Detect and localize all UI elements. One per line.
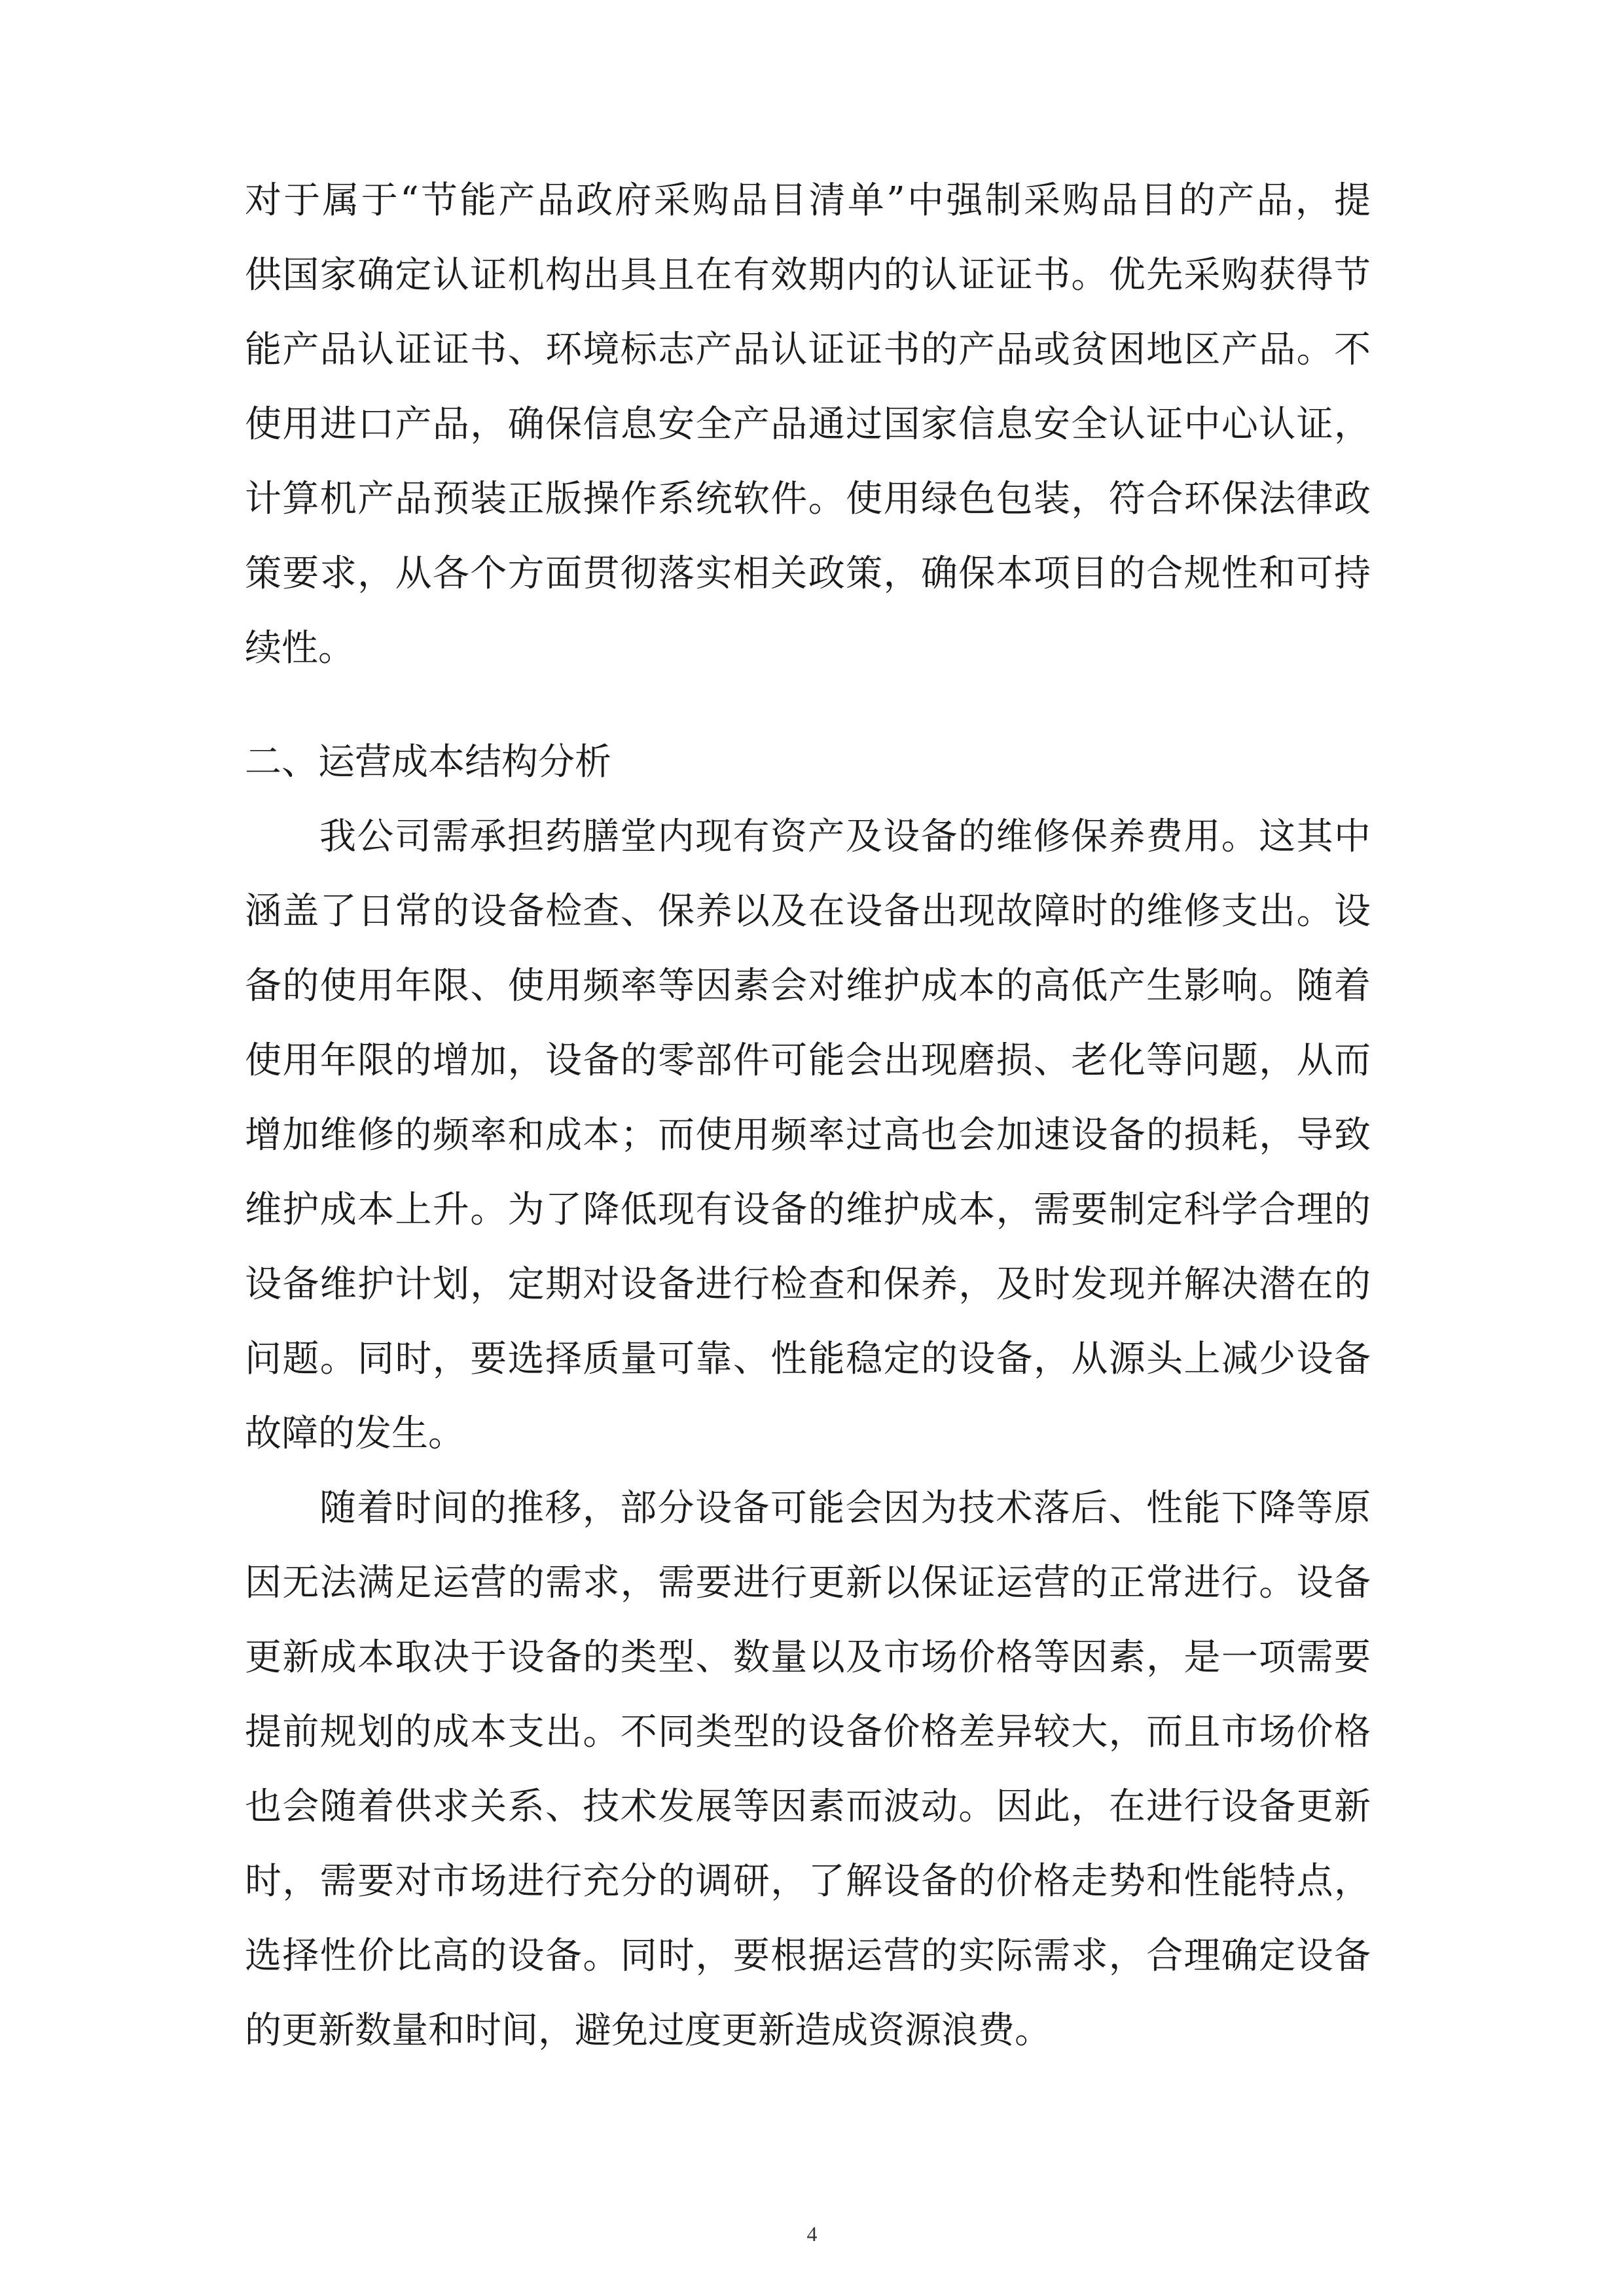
- paragraph-equipment-renewal: [245, 1471, 1371, 2068]
- text-line: 策要求，从各个方面贯彻落实相关政策，确保本项目的合规性和可持: [245, 552, 1371, 595]
- text-line: 故障的发生。: [245, 1412, 465, 1455]
- paragraph-procurement-policy: [245, 164, 1371, 686]
- text-line: 时，需要对市场进行充分的调研，了解设备的价格走势和性能特点，: [245, 1860, 1371, 1903]
- page-number: 4: [806, 2222, 818, 2246]
- text-line: 选择性价比高的设备。同时，要根据运营的实际需求，合理确定设备: [245, 1935, 1371, 1977]
- text-line: 备的使用年限、使用频率等因素会对维护成本的高低产生影响。随着: [245, 965, 1371, 1007]
- page-body: [245, 164, 1371, 2068]
- text-line: 使用年限的增加，设备的零部件可能会出现磨损、老化等问题，从而: [245, 1039, 1371, 1082]
- section-spacer: [245, 686, 1371, 725]
- text-line: 续性。: [245, 627, 355, 670]
- text-line: 计算机产品预装正版操作系统软件。使用绿色包装，符合环保法律政: [245, 478, 1371, 520]
- section-heading: 二、运营成本结构分析: [245, 741, 611, 783]
- text-line: 增加维修的频率和成本；而使用频率过高也会加速设备的损耗，导致: [245, 1114, 1371, 1157]
- text-line: 设备维护计划，定期对设备进行检查和保养，及时发现并解决潜在的: [245, 1263, 1371, 1306]
- text-line: 因无法满足运营的需求，需要进行更新以保证运营的正常进行。设备: [245, 1562, 1371, 1604]
- text-line: 供国家确定认证机构出具且在有效期内的认证证书。优先采购获得节: [245, 254, 1371, 296]
- text-line: 更新成本取决于设备的类型、数量以及市场价格等因素，是一项需要: [245, 1636, 1371, 1679]
- text-line: 能产品认证证书、环境标志产品认证证书的产品或贫困地区产品。不: [245, 329, 1371, 371]
- text-line: 维护成本上升。为了降低现有设备的维护成本，需要制定科学合理的: [245, 1189, 1371, 1231]
- text-line: 提前规划的成本支出。不同类型的设备价格差异较大，而且市场价格: [245, 1711, 1371, 1753]
- text-line: 涵盖了日常的设备检查、保养以及在设备出现故障时的维修支出。设: [245, 890, 1371, 933]
- text-line: 随着时间的推移，部分设备可能会因为技术落后、性能下降等原: [319, 1487, 1371, 1530]
- text-line: 的更新数量和时间，避免过度更新造成资源浪费。: [245, 2009, 1051, 2052]
- text-line: 对于属于“节能产品政府采购品目清单”中强制采购品目的产品，提: [245, 179, 1371, 222]
- text-line: 使用进口产品，确保信息安全产品通过国家信息安全认证中心认证，: [245, 403, 1371, 446]
- text-line: 也会随着供求关系、技术发展等因素而波动。因此，在进行设备更新: [245, 1785, 1371, 1828]
- text-line: 我公司需承担药膳堂内现有资产及设备的维修保养费用。这其中: [319, 816, 1371, 858]
- paragraph-maintenance-cost: [245, 800, 1371, 1471]
- text-line: 问题。同时，要选择质量可靠、性能稳定的设备，从源头上减少设备: [245, 1338, 1371, 1380]
